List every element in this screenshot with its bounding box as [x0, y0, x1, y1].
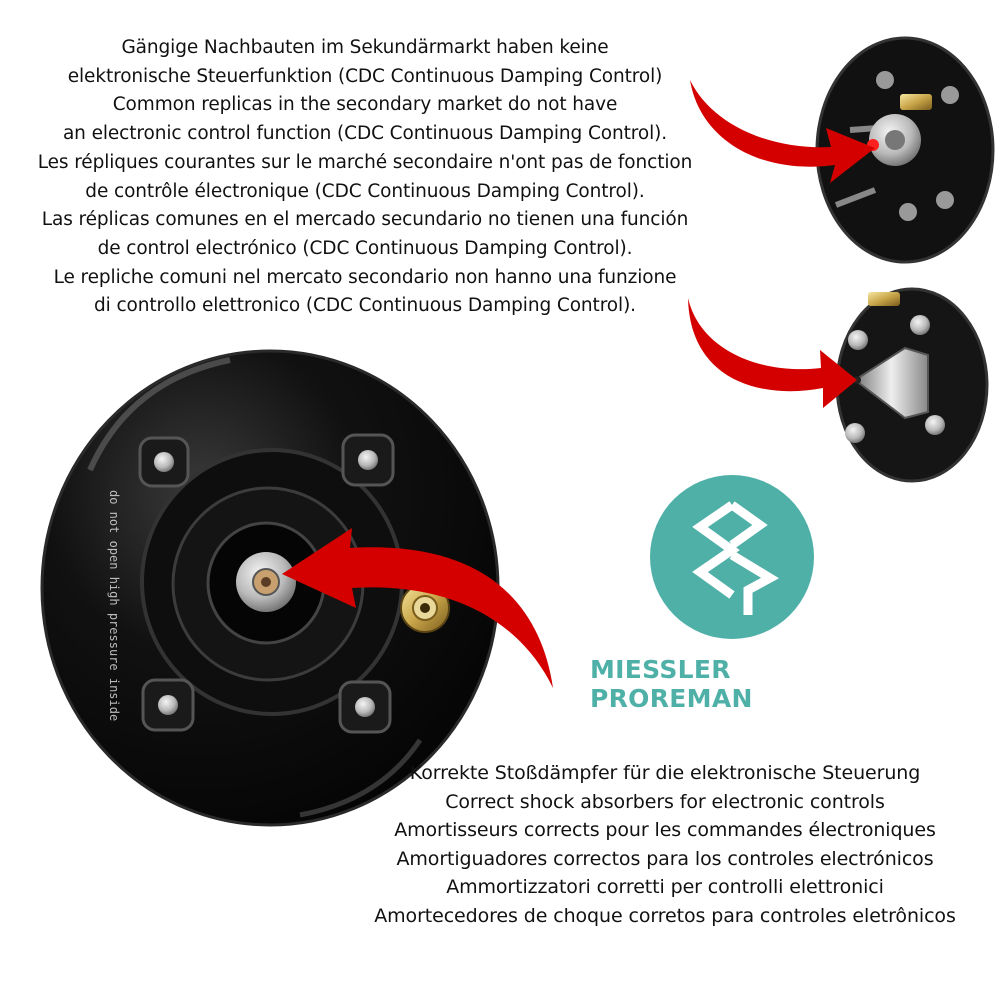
warning-line: an electronic control function (CDC Continuous Damping Control). — [62, 123, 668, 145]
warning-line: Le repliche comuni nel mercato secondario non hanno una funzione — [53, 266, 677, 288]
product-line: Amortisseurs corrects pour les commandes électroniques — [394, 819, 936, 841]
mount-stud — [340, 682, 390, 732]
mount-stud — [343, 435, 393, 485]
warning-line: Las réplicas comunes en el mercado secundario no tienen una función — [41, 209, 689, 231]
mount-stud — [143, 680, 193, 730]
brand-logo — [650, 475, 814, 639]
product-line: Amortiguadores correctos para los controles electrónicos — [396, 847, 934, 870]
warning-line: di controllo elettronico (CDC Continuous Damping Control). — [94, 295, 636, 317]
product-line: Correct shock absorbers for electronic controls — [445, 790, 885, 813]
warning-line: de control electrónico (CDC Continuous Damping Control). — [97, 237, 633, 259]
brand-name: MIESSLER PROREMAN — [590, 655, 753, 713]
warning-line: Gängige Nachbauten im Sekundärmarkt haben keine — [121, 37, 609, 58]
warning-line: elektronische Steuerfunktion (CDC Continuous Damping Control) — [67, 65, 663, 87]
warning-line: Les répliques courantes sur le marché secondaire n'ont pas de fonction — [37, 151, 693, 173]
replica-warning-text — [0, 34, 730, 321]
correct-product-text — [330, 759, 1000, 930]
replica-mount-middle — [837, 289, 987, 481]
product-line: Amortecedores de choque corretos para controles eletrônicos — [374, 904, 956, 927]
mount-stud — [140, 438, 188, 486]
high-pressure-label: do not open high pressure inside — [107, 490, 121, 722]
warning-line: de contrôle électronique (CDC Continuous Damping Control). — [85, 180, 645, 202]
warning-line: Common replicas in the secondary market do not have — [112, 94, 618, 116]
product-line: Ammortizzatori corretti per controlli elettronici — [446, 876, 884, 898]
product-line: Korrekte Stoßdämpfer für die elektronische Steuerung — [409, 762, 921, 784]
